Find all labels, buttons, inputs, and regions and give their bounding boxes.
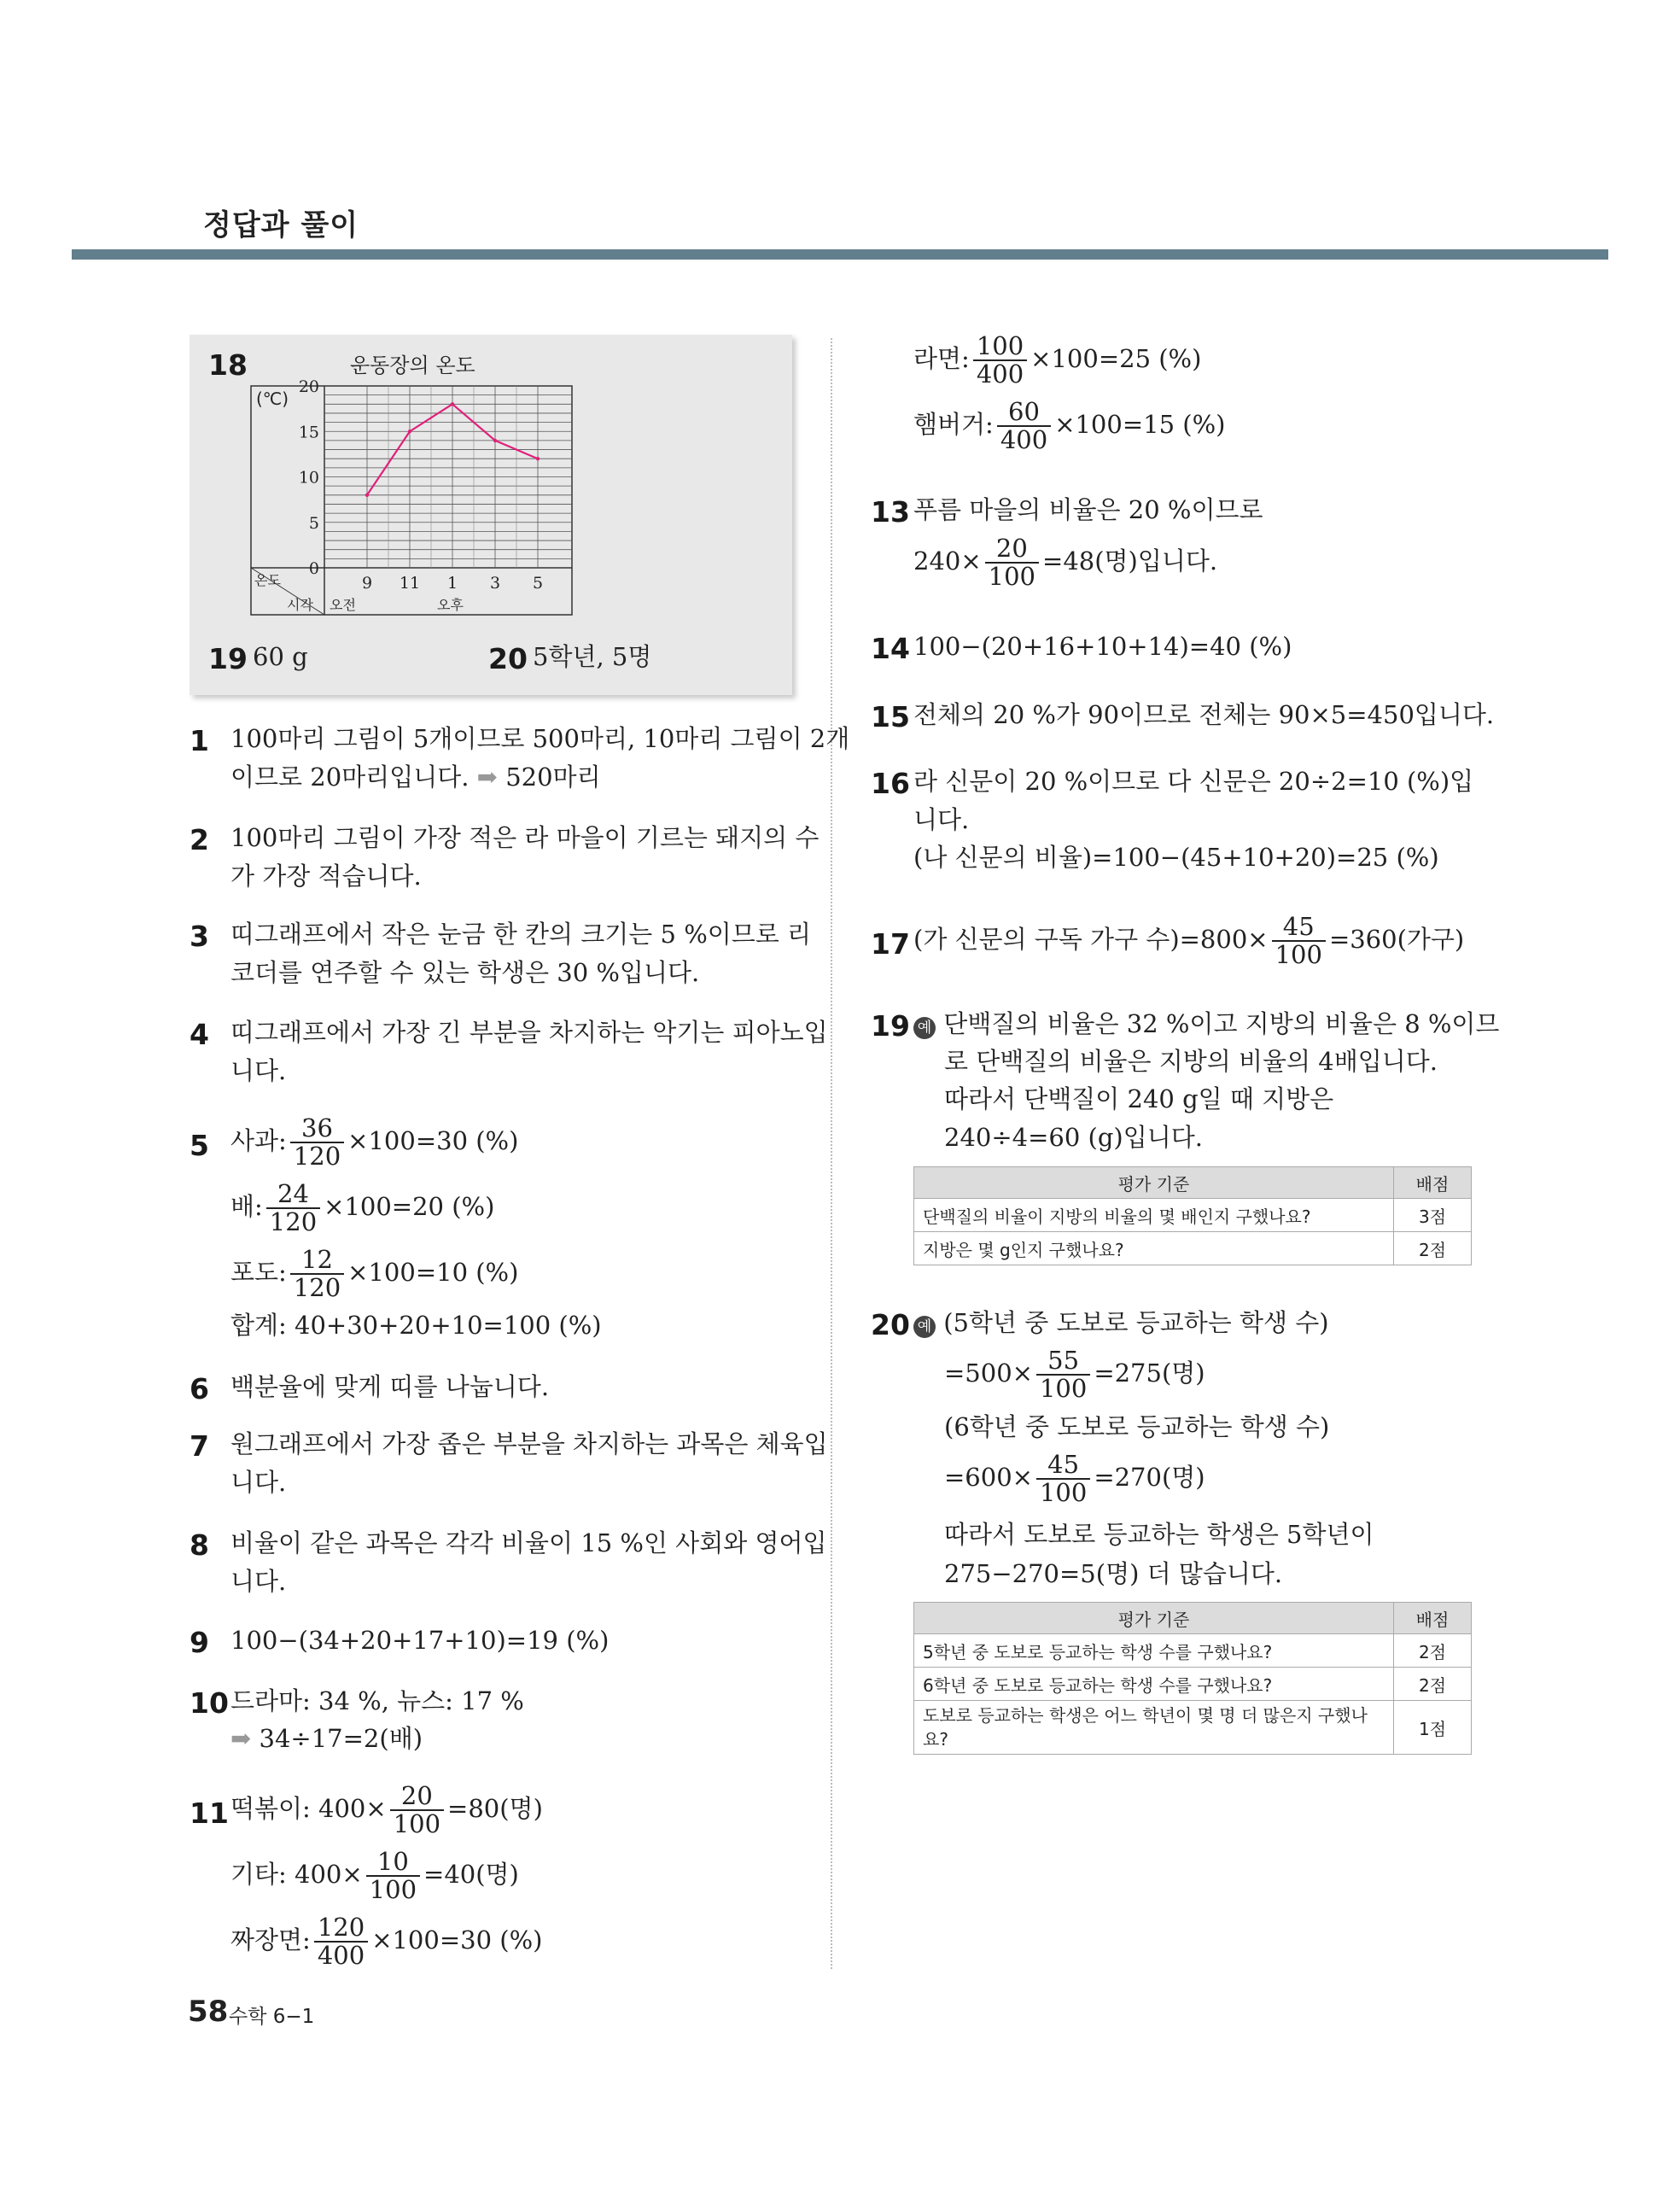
table-row: 5학년 중 도보로 등교하는 학생 수를 구했나요? 2점: [914, 1634, 1472, 1668]
x-tick-label: 3: [489, 574, 501, 593]
q8-line1: 비율이 같은 과목은 각각 비율이 15 %인 사회와 영어입: [230, 1528, 827, 1557]
q16-line2: 니다.: [913, 805, 970, 834]
data-point: [536, 457, 540, 460]
footer-subject: 수학 6−1: [229, 2006, 315, 2028]
q15-number: 15: [871, 700, 910, 733]
q4-number: 4: [190, 1018, 209, 1051]
q10-number: 10: [190, 1686, 229, 1720]
q5-sum: 합계: 40+30+20+10=100 (%): [230, 1311, 602, 1340]
q13-line2: 240× $\frac{20}{100}$ =48(명)입니다.: [913, 534, 1218, 591]
q20-number: 20: [871, 1308, 910, 1341]
table-row: 단백질의 비율이 지방의 비율의 몇 배인지 구했나요? 3점: [914, 1199, 1472, 1232]
q7-line1: 원그래프에서 가장 좁은 부분을 차지하는 과목은 체육입: [230, 1429, 828, 1458]
q3-line2: 코더를 연주할 수 있는 학생은 30 %입니다.: [230, 958, 700, 987]
header-bar: [72, 249, 1608, 260]
q7-line2: 니다.: [230, 1468, 287, 1497]
q20-line5: 따라서 도보로 등교하는 학생은 5학년이: [944, 1520, 1374, 1549]
table-row: 도보로 등교하는 학생은 어느 학년이 몇 명 더 많은지 구했나 요? 1점: [914, 1701, 1472, 1755]
q1-number: 1: [190, 724, 209, 757]
q8-line2: 니다.: [230, 1567, 287, 1596]
criteria-header: 평가 기준: [914, 1167, 1394, 1199]
q17-line1: (가 신문의 구독 가구 수)=800× $\frac{45}{100}$ =360(가구): [913, 912, 1465, 969]
table-row: 6학년 중 도보로 등교하는 학생 수를 구했나요? 2점: [914, 1668, 1472, 1701]
q5-grape: 포도: $\frac{12}{120}$ ×100=10 (%): [230, 1245, 519, 1302]
data-point: [408, 429, 411, 433]
q15-line1: 전체의 20 %가 90이므로 전체는 90×5=450입니다.: [913, 700, 1495, 729]
q19-box-number: 19: [208, 642, 248, 675]
x-tick-label: 5: [532, 574, 544, 593]
example-badge: 예: [913, 1017, 936, 1039]
q2-number: 2: [190, 823, 209, 856]
x-axis-label: 시각: [287, 597, 313, 613]
q12-hamburger: 햄버거: $\frac{60}{400}$ ×100=15 (%): [913, 397, 1226, 454]
points-header: 배점: [1394, 1167, 1472, 1199]
q10-line1: 드라마: 34 %, 뉴스: 17 %: [230, 1686, 524, 1715]
q12-ramen: 라면: $\frac{100}{400}$ ×100=25 (%): [913, 331, 1202, 389]
data-point: [451, 402, 454, 406]
q20-line6: 275−270=5(명) 더 많습니다.: [944, 1559, 1283, 1588]
y-tick-label: 10: [298, 468, 319, 488]
q18-number: 18: [208, 348, 248, 382]
q11-other: 기타: 400× $\frac{10}{100}$ =40(명): [230, 1847, 519, 1904]
q20-line2: =500× $\frac{55}{100}$ =275(명): [944, 1346, 1205, 1403]
y-tick-label: 5: [308, 513, 319, 533]
q19-line4: 240÷4=60 (g)입니다.: [944, 1123, 1203, 1152]
q3-number: 3: [190, 920, 209, 953]
y-tick-label: 15: [298, 423, 319, 442]
q13-number: 13: [871, 495, 910, 529]
q3-line1: 띠그래프에서 작은 눈금 한 칸의 크기는 5 %이므로 리: [230, 920, 812, 949]
x-tick-label: 1: [446, 574, 458, 593]
q19-line3: 따라서 단백질이 240 g일 때 지방은: [944, 1084, 1334, 1113]
q1-line1: 100마리 그림이 5개이므로 500마리, 10마리 그림이 2개: [230, 724, 850, 753]
q4-line1: 띠그래프에서 가장 긴 부분을 차지하는 악기는 피아노입: [230, 1018, 828, 1047]
q17-number: 17: [871, 927, 910, 961]
points-header: 배점: [1394, 1603, 1472, 1634]
q14-number: 14: [871, 632, 910, 665]
q6-line1: 백분율에 맞게 띠를 나눕니다.: [230, 1372, 550, 1401]
q13-line1: 푸름 마을의 비율은 20 %이므로: [913, 495, 1263, 524]
page-number: 58: [188, 1995, 229, 2029]
q19-number: 19: [871, 1009, 910, 1043]
q1-line2: 이므로 20마리입니다. ➡ 520마리: [230, 762, 601, 792]
q19-line1: 예 단백질의 비율은 32 %이고 지방의 비율은 8 %이므: [913, 1009, 1499, 1039]
q14-line1: 100−(20+16+10+14)=40 (%): [913, 632, 1292, 661]
q16-line3: (나 신문의 비율)=100−(45+10+20)=25 (%): [913, 843, 1439, 872]
q5-apple: 사과: $\frac{36}{120}$ ×100=30 (%): [230, 1113, 519, 1171]
q19-criteria-table: [913, 1166, 1472, 1265]
q19-box-answer: 60 g: [253, 642, 308, 671]
q20-line1: 예 (5학년 중 도보로 등교하는 학생 수): [913, 1308, 1329, 1338]
q10-line2: ➡ 34÷17=2(배): [230, 1724, 423, 1753]
q2-line1: 100마리 그림이 가장 적은 라 마을이 기르는 돼지의 수: [230, 823, 820, 852]
q20-line3: (6학년 중 도보로 등교하는 학생 수): [944, 1412, 1330, 1441]
q5-number: 5: [190, 1129, 209, 1162]
y-tick-label: 0: [308, 559, 319, 578]
arrow-icon: ➡: [230, 1724, 252, 1753]
q20-box-number: 20: [488, 642, 528, 675]
q20-criteria-table: [913, 1602, 1472, 1755]
x-group-label: 오전: [330, 597, 356, 613]
q2-line2: 가 가장 적습니다.: [230, 862, 422, 891]
y-tick-label: 20: [298, 377, 319, 396]
q16-line1: 라 신문이 20 %이므로 다 신문은 20÷2=10 (%)입: [913, 767, 1474, 796]
q11-number: 11: [190, 1797, 229, 1830]
q20-line4: =600× $\frac{45}{100}$ =270(명): [944, 1450, 1205, 1507]
corner-label: 온도: [254, 572, 281, 588]
q9-number: 9: [190, 1626, 209, 1659]
q9-line1: 100−(34+20+17+10)=19 (%): [230, 1626, 610, 1655]
q11-jjajangmyeon: 짜장면: $\frac{120}{400}$ ×100=30 (%): [230, 1913, 543, 1970]
q8-number: 8: [190, 1528, 209, 1562]
criteria-header: 평가 기준: [914, 1603, 1394, 1634]
x-tick-label: 11: [399, 574, 421, 593]
example-badge: 예: [913, 1316, 936, 1338]
data-point: [493, 439, 497, 442]
q4-line2: 니다.: [230, 1056, 287, 1085]
q20-box-answer: 5학년, 5명: [533, 642, 652, 671]
table-row: 지방은 몇 g인지 구했나요? 2점: [914, 1232, 1472, 1265]
q7-number: 7: [190, 1429, 209, 1463]
q16-number: 16: [871, 767, 910, 800]
temperature-chart: [248, 376, 580, 623]
column-divider: [831, 338, 832, 1969]
chart-title: 운동장의 온도: [350, 353, 475, 377]
q19-line2: 로 단백질의 비율은 지방의 비율의 4배입니다.: [944, 1047, 1438, 1076]
y-unit-label: (℃): [256, 389, 289, 409]
q11-tteokbokki: 떡볶이: 400× $\frac{20}{100}$ =80(명): [230, 1781, 543, 1838]
page-header-title: 정답과 풀이: [203, 208, 359, 242]
data-point: [365, 494, 369, 497]
x-tick-label: 9: [361, 574, 373, 593]
q5-pear: 배: $\frac{24}{120}$ ×100=20 (%): [230, 1179, 495, 1236]
arrow-icon: ➡: [476, 762, 498, 792]
x-group-label: 오후: [437, 597, 464, 613]
q6-number: 6: [190, 1372, 209, 1405]
